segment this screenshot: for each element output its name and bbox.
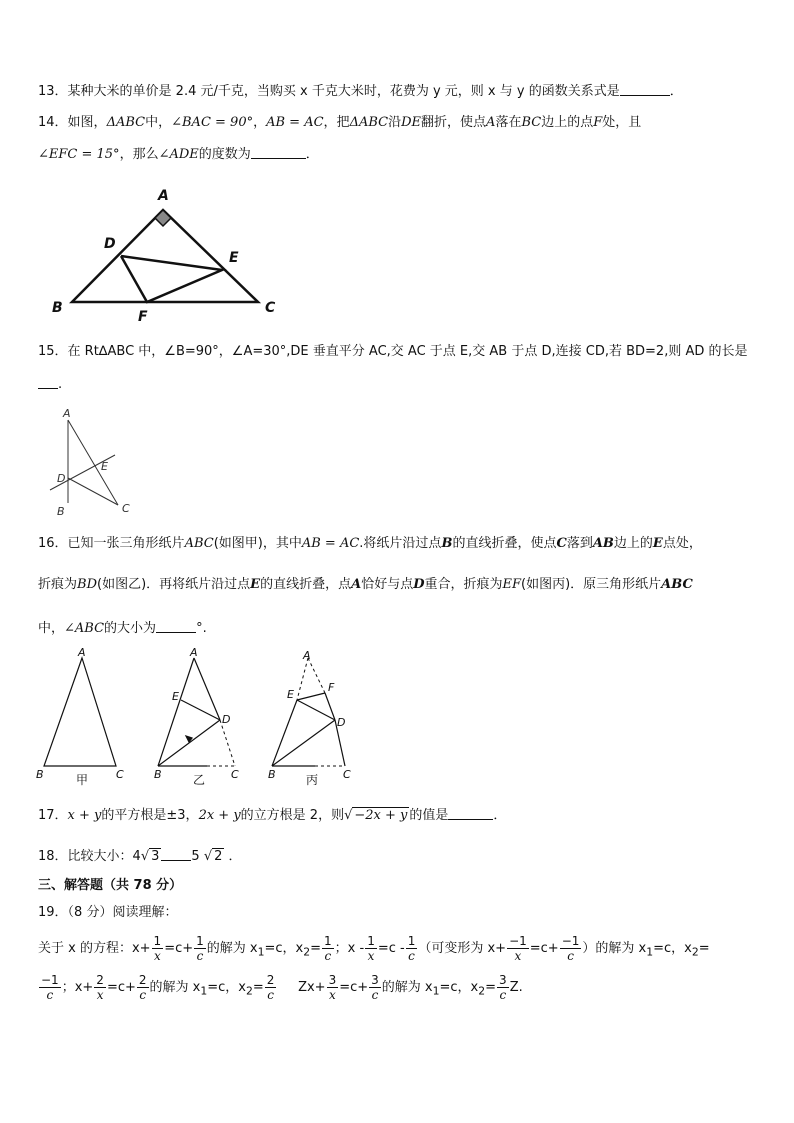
yi-label-a: A bbox=[190, 646, 198, 659]
label-c: C bbox=[265, 300, 276, 316]
question-16-line1: 16．已知一张三角形纸片ABC(如图甲)，其中AB = AC.将纸片沿过点B的直线折叠，使点C落到AB边上的E点处， bbox=[38, 536, 702, 551]
label-f: F bbox=[138, 309, 148, 325]
q15-label-a: A bbox=[63, 407, 71, 420]
label-e: E bbox=[229, 250, 239, 266]
question-19-title: 19．（8 分）阅读理解： bbox=[38, 905, 178, 920]
answer-blank[interactable] bbox=[156, 620, 196, 633]
label-b: B bbox=[52, 300, 63, 316]
yi-label-d: D bbox=[222, 713, 231, 726]
yi-label-b: B bbox=[154, 768, 162, 781]
q16-figure-bing bbox=[272, 693, 345, 766]
yi-label-c: C bbox=[231, 768, 239, 781]
bing-label-d: D bbox=[337, 716, 346, 729]
caption-jia: 甲 bbox=[76, 773, 89, 787]
bing-label-e: E bbox=[287, 688, 294, 701]
q15-label-d: D bbox=[57, 472, 66, 485]
q15-label-e: E bbox=[101, 460, 108, 473]
bing-label-b: B bbox=[268, 768, 276, 781]
section-heading: 三、解答题（共 78 分） bbox=[38, 878, 183, 893]
question-17: 17．x + y的平方根是±3，2x + y的立方根是 2，则√ −2x + y 的值是 ． bbox=[38, 808, 507, 823]
q16-figure-yi bbox=[158, 658, 220, 766]
fold-triangle bbox=[121, 256, 222, 302]
question-14-line2: ∠EFC = 15°，那么∠ADE的度数为 ． bbox=[38, 147, 319, 162]
label-a: A bbox=[158, 188, 169, 204]
answer-blank[interactable] bbox=[448, 807, 493, 820]
question-15-blank-line: . bbox=[38, 376, 62, 393]
yi-label-e: E bbox=[172, 690, 179, 703]
question-13: 13．某种大米的单价是 2.4 元/千克，当购买 x 千克大米时，花费为 y 元，则 x 与 y 的函数关系式是 ． bbox=[38, 84, 683, 99]
question-14-line1: 14．如图，ΔABC中，∠BAC = 90°，AB = AC，把ΔABC沿DE翻折，使点A落在BC边上的点F处，且 bbox=[38, 115, 642, 130]
q15-label-c: C bbox=[122, 502, 130, 515]
bing-label-c: C bbox=[343, 768, 351, 781]
right-angle-mark bbox=[155, 210, 171, 226]
question-18: 18．比较大小：4√ 3 5 √ 2 ． bbox=[38, 849, 242, 864]
q15-label-b: B bbox=[57, 505, 65, 518]
answer-blank[interactable] bbox=[161, 848, 191, 861]
bing-label-a: A bbox=[303, 649, 311, 662]
question-16-line2: 折痕为BD(如图乙)．再将纸片沿过点E的直线折叠，点A恰好与点D重合，折痕为EF(如图丙)．原三角形纸片ABC bbox=[38, 577, 693, 592]
label-d: D bbox=[104, 236, 116, 252]
q16-figure-jia bbox=[44, 658, 116, 766]
question-19-line2: $\frac{-1}{c}$ ；x+ $\frac{2}{x}$ =c+ $\frac{2}{c}$ 的解为 $x_1=c$，$x_2=$ $\frac{2}{c}$ Zx+ $\frac{3}{x}$ =c+ $\frac{3}{c}$ 的解为 $x_1=c$，$x_2=$ $\frac{3}{c}$ Z. bbox=[41, 973, 523, 1002]
question-16-line3: 中，∠ABC的大小为 °. bbox=[38, 621, 207, 636]
caption-bing: 丙 bbox=[306, 773, 319, 787]
caption-yi: 乙 bbox=[193, 773, 206, 787]
jia-label-c: C bbox=[116, 768, 124, 781]
answer-blank[interactable] bbox=[38, 376, 58, 389]
bing-label-f: F bbox=[328, 681, 335, 694]
question-15: 15．在 Rt∆ABC 中，∠B=90°，∠A=30°,DE 垂直平分 AC,交 AC 于点 E,交 AB 于点 D,连接 CD,若 BD=2,则 AD 的长是 bbox=[38, 344, 748, 359]
jia-label-a: A bbox=[78, 646, 86, 659]
jia-label-b: B bbox=[36, 768, 44, 781]
question-19-line1: 关于 x 的方程：x+ $\frac{1}{x}$ =c+ $\frac{1}{c}$ 的解为 $x_1=c$，$x_2=$ $\frac{1}{c}$ ；x - $\frac{1}{x}$ =c - $\frac{1}{c}$ （可变形为 x+ $\frac{-1}{x}$ =c+ $\frac{-1}{c}$ ）的解为 $x_1=c$，$x_2=$ bbox=[38, 934, 710, 963]
